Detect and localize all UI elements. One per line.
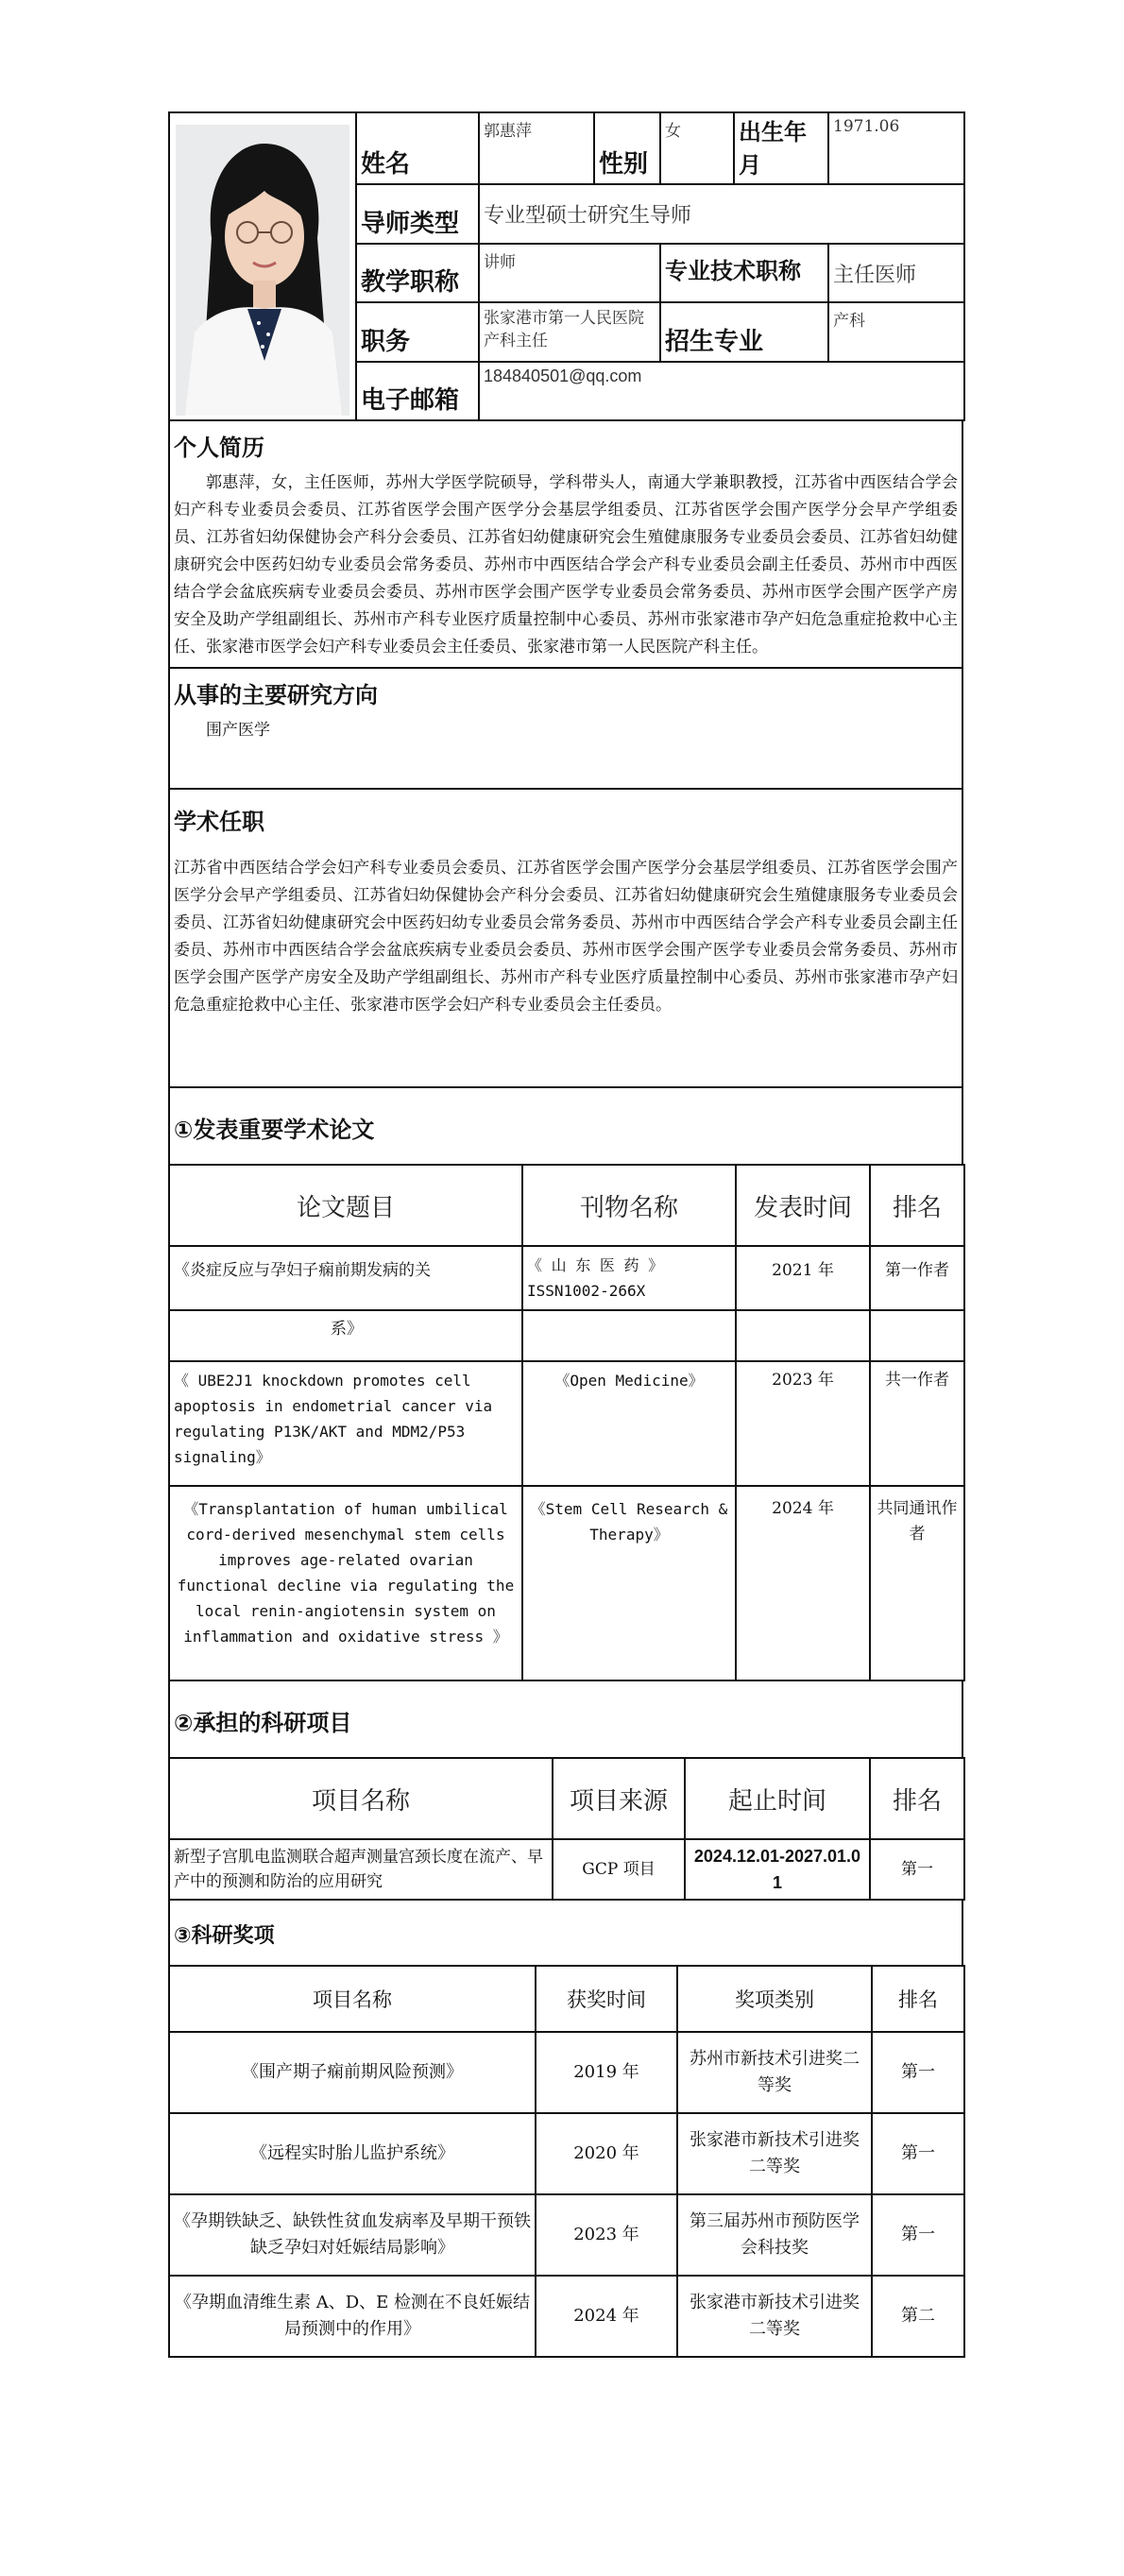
table-row [169,2276,964,2357]
award-name: 《孕期血清维生素 A、D、E 检测在不良妊娠结局预测中的作用》 [169,2276,536,2357]
papers-table [168,1164,965,1681]
awards-section [168,1899,963,1967]
bio-title: 个人简历 [174,435,264,461]
paper-journal: 《Open Medicine》 [522,1361,736,1486]
paper-rank: 第一作者 [870,1246,964,1310]
birth-value: 1971.06 [828,112,964,184]
papers-header-journal: 刊物名称 [522,1165,736,1246]
paper-title: 《炎症反应与孕妇子痫前期发病的关 [169,1246,522,1310]
awards-title: ③科研奖项 [174,1923,275,1948]
bio-text: 郭惠萍，女，主任医师，苏州大学医学院硕导，学科带头人，南通大学兼职教授，江苏省中西医结合学会妇产科专业委员会委员、江苏省医学会围产医学分会基层学组委员、江苏省医学会围产医学分会早产学组委员、江苏省妇幼保健协会产科分会委员、江苏省妇幼健康研究会生殖健康服务专业委员会委员、江苏省妇幼健康研究会中医药妇幼专业委员会常务委员、苏州市中西医结合学会产科专业委员会副主任委员、苏州市中西医结合学会盆底疾病专业委员会委员、苏州市医学会围产医学专业委员会常务委员、苏州市医学会围产医学产房安全及助产学组副组长、苏州市产科专业医疗质量控制中心委员、苏州市张家港市孕产妇危急重症抢救中心主任、张家港市医学会妇产科专业委员会主任委员、张家港市第一人民医院产科主任。 [174,473,958,657]
award-rank: 第一 [872,2113,964,2194]
projects-title: ②承担的科研项目 [174,1709,352,1736]
profile-sheet [168,111,963,2358]
award-category: 张家港市新技术引进奖二等奖 [677,2113,872,2194]
paper-title-continued: 系》 [169,1310,522,1361]
award-name: 《远程实时胎儿监护系统》 [169,2113,536,2194]
enroll-major-label: 招生专业 [660,302,828,361]
papers-header-title: 论文题目 [169,1165,522,1246]
bio-table [168,419,963,1166]
award-rank: 第二 [872,2276,964,2357]
award-category: 张家港市新技术引进奖二等奖 [677,2276,872,2357]
birth-label: 出生年月 [734,112,828,184]
table-row [169,1486,964,1680]
projects-table [168,1757,965,1901]
award-rank: 第一 [872,2032,964,2113]
academic-title: 学术任职 [174,809,264,835]
papers-section [169,1087,962,1165]
academic-text: 江苏省中西医结合学会妇产科专业委员会委员、江苏省医学会围产医学分会基层学组委员、江苏省医学会围产医学分会早产学组委员、江苏省妇幼保健协会产科分会委员、江苏省妇幼健康研究会生殖健康服务专业委员会委员、江苏省妇幼健康研究会中医药妇幼专业委员会常务委员、苏州市中西医结合学会产科专业委员会副主任委员、苏州市中西医结合学会盆底疾病专业委员会委员、苏州市医学会围产医学专业委员会常务委员、苏州市医学会围产医学产房安全及助产学组副组长、苏州市产科专业医疗质量控制中心委员、苏州市张家港市孕产妇危急重症抢救中心主任、张家港市医学会妇产科专业委员会主任委员。 [174,859,958,1015]
award-year: 2023 年 [536,2194,677,2276]
email-value[interactable]: 184840501@qq.com [479,362,964,420]
awards-header-year: 获奖时间 [536,1966,677,2032]
enroll-major-value: 产科 [828,302,964,361]
teaching-title-value: 讲师 [479,244,660,302]
bio-section [169,420,962,668]
award-category: 苏州市新技术引进奖二等奖 [677,2032,872,2113]
awards-table [168,1965,965,2358]
supervisor-type-value: 专业型硕士研究生导师 [479,184,964,243]
award-year: 2024 年 [536,2276,677,2357]
project-name: 新型子宫肌电监测联合超声测量宫颈长度在流产、早产中的预测和防治的应用研究 [169,1839,553,1900]
profile-photo [176,125,349,416]
award-name: 《孕期铁缺乏、缺铁性贫血发病率及早期干预铁缺乏孕妇对妊娠结局影响》 [169,2194,536,2276]
position-value: 张家港市第一人民医院产科主任 [479,302,660,361]
research-text: 围产医学 [206,721,270,740]
paper-year: 2023 年 [736,1361,870,1486]
table-row [169,1361,964,1486]
award-year: 2020 年 [536,2113,677,2194]
awards-header-rank: 排名 [872,1966,964,2032]
research-title: 从事的主要研究方向 [174,682,378,708]
paper-rank: 共同通讯作者 [870,1486,964,1680]
email-label: 电子邮箱 [356,362,479,420]
project-period: 2024.12.01-2027.01.01 [685,1839,870,1900]
paper-rank: 共一作者 [870,1361,964,1486]
paper-journal: 《 山 东 医 药 》 ISSN1002-266X [522,1246,736,1310]
projects-header-rank: 排名 [870,1758,964,1839]
project-source: GCP 项目 [553,1839,685,1900]
papers-title: ①发表重要学术论文 [174,1116,375,1143]
teaching-title-label: 教学职称 [356,244,479,302]
gender-value: 女 [660,112,734,184]
academic-section [169,789,962,1087]
table-row [169,1839,964,1900]
paper-title: 《 UBE2J1 knockdown promotes cell apoptosis in endometrial cancer via regulating P13K/AKT and MDM2/P53 signaling》 [169,1361,522,1486]
name-value: 郭惠萍 [479,112,594,184]
tech-title-value: 主任医师 [828,244,964,302]
paper-title: 《Transplantation of human umbilical cord-derived mesenchymal stem cells improves age-related ovarian functional decline via regulating the local renin-angiotensin system on inflammation and oxidative stress 》 [169,1486,522,1680]
papers-header-year: 发表时间 [736,1165,870,1246]
photo-cell [169,112,356,420]
projects-header-period: 起止时间 [685,1758,870,1839]
basic-info-table [168,111,965,421]
projects-header-source: 项目来源 [553,1758,685,1839]
paper-journal: 《Stem Cell Research & Therapy》 [522,1486,736,1680]
table-row [169,2113,964,2194]
award-year: 2019 年 [536,2032,677,2113]
gender-label: 性别 [594,112,660,184]
table-row [169,1310,964,1361]
award-rank: 第一 [872,2194,964,2276]
projects-section [168,1680,963,1759]
research-section [169,668,962,789]
table-row [169,2194,964,2276]
awards-header-name: 项目名称 [169,1966,536,2032]
award-category: 第三届苏州市预防医学会科技奖 [677,2194,872,2276]
name-label: 姓名 [356,112,479,184]
tech-title-label: 专业技术职称 [660,244,828,302]
supervisor-type-label: 导师类型 [356,184,479,243]
awards-header-category: 奖项类别 [677,1966,872,2032]
papers-header-rank: 排名 [870,1165,964,1246]
award-name: 《围产期子痫前期风险预测》 [169,2032,536,2113]
projects-header-name: 项目名称 [169,1758,553,1839]
table-row [169,2032,964,2113]
paper-year: 2021 年 [736,1246,870,1310]
project-rank: 第一 [870,1839,964,1900]
position-label: 职务 [356,302,479,361]
paper-year: 2024 年 [736,1486,870,1680]
table-row [169,1246,964,1310]
